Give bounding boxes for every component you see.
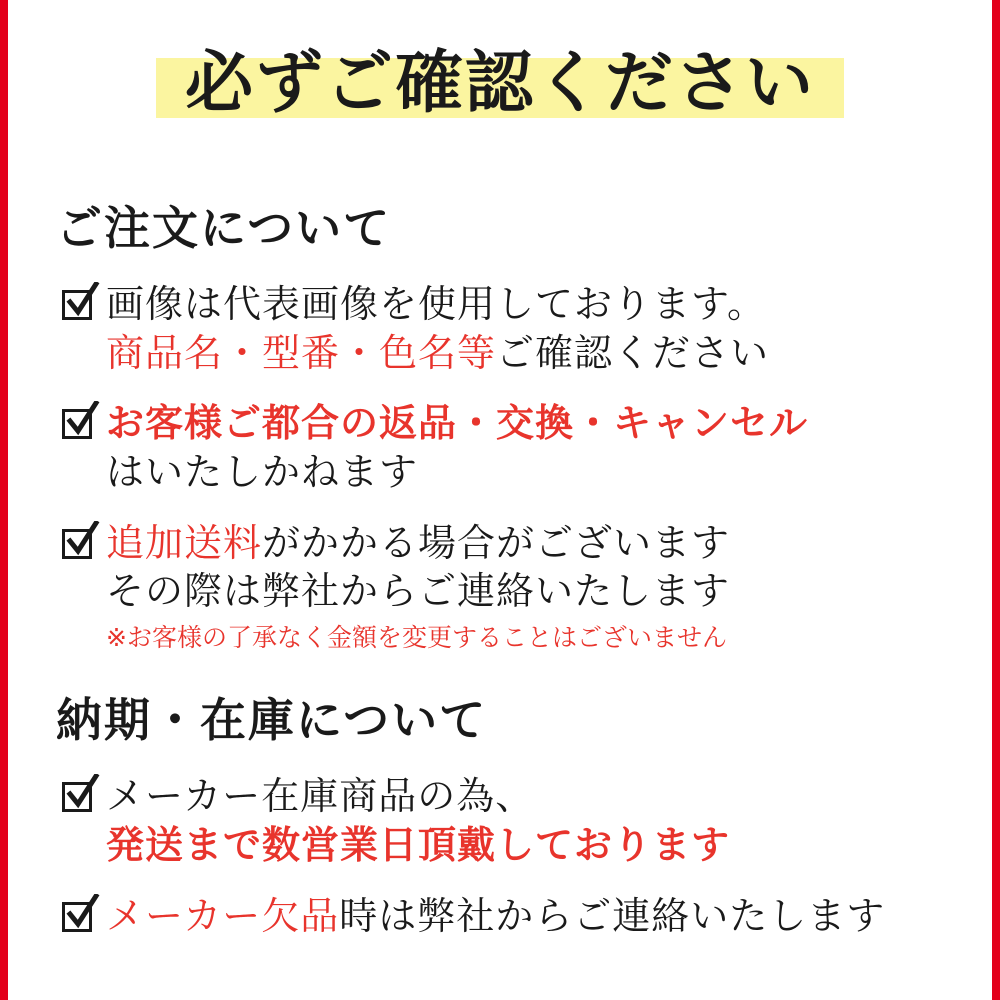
item-line: その際は弊社からご連絡いたします [106,569,731,614]
item-line-suffix: がかかる場合がございます [262,520,731,565]
item-emphasis: メーカー欠品 [106,893,340,938]
list-item [60,399,962,496]
list-item [60,280,962,377]
title-block [38,36,962,132]
list-item [60,519,962,655]
checkbox-checked-icon [60,778,100,818]
checkbox-checked-icon [60,898,100,938]
item-line: お客様ご都合の返品・交換・キャンセル [106,401,809,446]
section-heading-order: ご注文について [56,201,392,255]
item-line [106,892,962,941]
list-item-text [106,280,962,377]
list-item-text [106,399,962,496]
item-line: はいたしかねます [106,449,419,494]
checkbox-checked-icon [60,286,100,326]
checkbox-checked-icon [60,525,100,565]
list-item-text [106,772,962,869]
section-heading-delivery: 納期・在庫について [56,693,488,748]
item-line: メーカー在庫商品の為、 [106,774,535,819]
item-line: 発送まで数営業日頂戴しております [106,822,731,867]
list-item [60,892,962,941]
item-note: ※お客様の了承なく金額を変更することはございません [106,622,727,652]
checkbox-checked-icon [60,405,100,445]
item-emphasis: 追加送料 [106,520,263,565]
notice-content [8,0,992,1000]
item-line-suffix: 時は弊社からご連絡いたします [339,893,886,938]
item-line: 画像は代表画像を使用しております。 [106,282,766,326]
list-item-text [106,892,962,941]
item-line [106,519,962,568]
item-line-suffix: ご確認ください [496,330,770,375]
list-item [60,772,962,869]
page-title: 必ずご確認ください [184,44,815,123]
item-line [106,329,962,378]
item-emphasis: 商品名・型番・色名等 [106,330,497,375]
list-item-text [106,519,962,655]
